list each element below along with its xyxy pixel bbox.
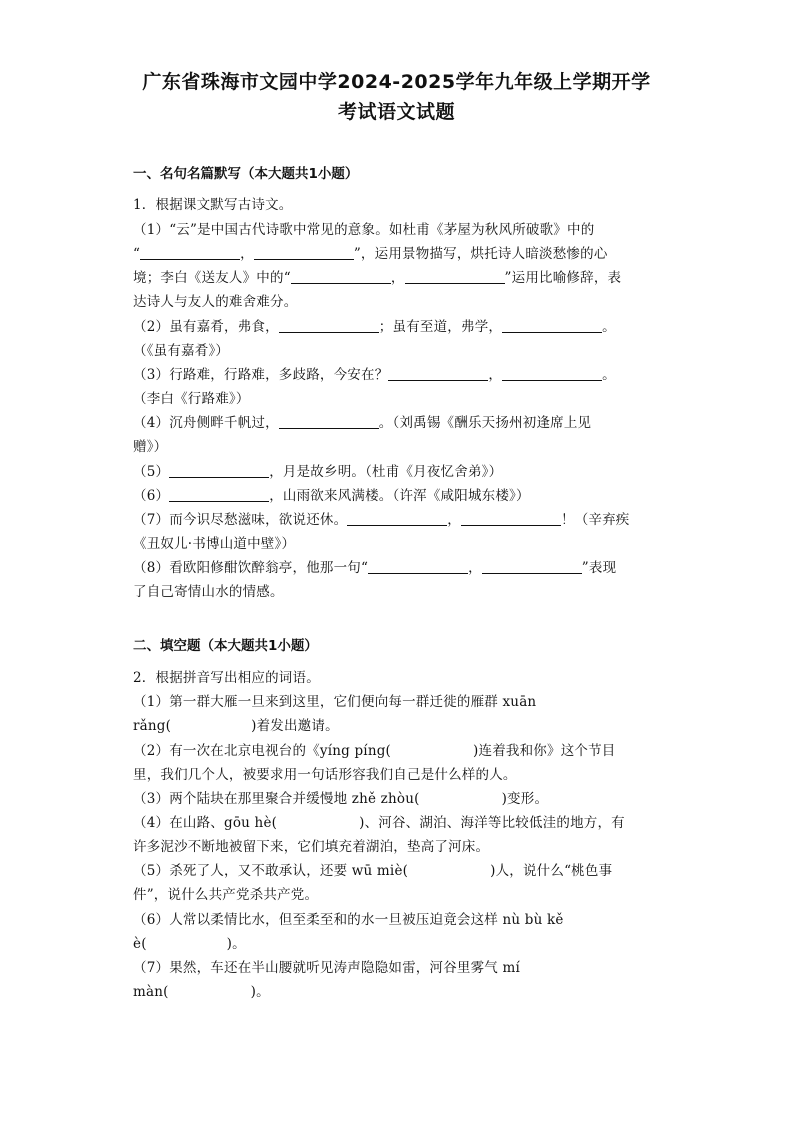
q1-p7-line xyxy=(133,508,630,528)
text: （2）有一次在北京电视台的《yíng píng( xyxy=(133,743,392,759)
comma: ， xyxy=(390,270,405,286)
text: ”运用比喻修辞，表 xyxy=(504,270,622,286)
text: （4）沉舟侧畔千帆过， xyxy=(133,415,279,431)
q2-l6 xyxy=(133,811,625,831)
q2-l3 xyxy=(133,739,616,759)
text: 。（刘禹锡《酬乐天扬州初逢席上见 xyxy=(378,415,592,431)
q2-stem: 2．根据拼音写出相应的词语。 xyxy=(133,670,320,686)
q1-p4-source: 赠》） xyxy=(133,439,168,455)
text: （5） xyxy=(133,464,170,480)
section1-heading: 一、名句名篇默写（本大题共1小题） xyxy=(133,166,359,182)
answer-blank[interactable] xyxy=(502,366,602,381)
q1-p3-line xyxy=(133,363,616,383)
section2-heading: 二、填空题（本大题共1小题） xyxy=(133,638,318,654)
q1-p1-line-d: 达诗人与友人的难舍难分。 xyxy=(133,294,298,310)
q1-p7-source: 《丑奴儿·书博山道中壁》） xyxy=(133,536,296,552)
text: （4）在山路、gōu hè( xyxy=(133,815,278,831)
exam-title-line1: 广东省珠海市文园中学2024-2025学年九年级上学期开学 xyxy=(142,71,651,93)
q2-l7: 许多泥沙不断地被留下来，它们填充着湖泊，垫高了河床。 xyxy=(133,839,490,855)
text: ”，运用景物描写，烘托诗人暗淡愁惨的心 xyxy=(353,246,608,262)
text: 。 xyxy=(602,367,616,383)
q1-p2-source: （《虽有嘉肴》） xyxy=(133,343,230,359)
q2-l9: 件”，说什么共产党杀共产党。 xyxy=(133,887,319,903)
answer-blank[interactable] xyxy=(140,245,240,260)
text: ，月是故乡明。（杜甫《月夜忆舍弟》） xyxy=(269,464,503,480)
answer-blank[interactable] xyxy=(279,318,379,333)
text: （7）而今识尽愁滋味，欲说还休。 xyxy=(133,512,348,528)
comma: ， xyxy=(468,560,482,576)
q2-l2 xyxy=(133,714,339,734)
text: )人，说什么“桃色事 xyxy=(490,863,613,879)
text: è( xyxy=(133,936,147,952)
answer-blank[interactable] xyxy=(502,318,602,333)
text: （8）看欧阳修酣饮醉翁亭，他那一句“ xyxy=(133,560,369,576)
text: ，山雨欲来风满楼。（许浑《咸阳城东楼》） xyxy=(269,488,530,504)
q2-l4: 里，我们几个人，被要求用一句话形容我们自己是什么样的人。 xyxy=(133,767,517,783)
text: （3）行路难，行路难，多歧路，今安在？ xyxy=(133,367,389,383)
exam-title-line2: 考试语文试题 xyxy=(337,101,455,123)
answer-blank[interactable] xyxy=(388,366,488,381)
text: 。 xyxy=(602,319,616,335)
comma: ， xyxy=(447,512,461,528)
text: ！（辛弃疾 xyxy=(561,512,630,528)
answer-blank[interactable] xyxy=(347,511,447,526)
q1-p1-line-a: （1）“云”是中国古代诗歌中常见的意象。如杜甫《茅屋为秋风所破歌》中的 xyxy=(133,222,595,238)
q1-p8-end: 了自己寄情山水的情感。 xyxy=(133,584,284,600)
answer-blank[interactable] xyxy=(291,269,391,284)
answer-blank[interactable] xyxy=(279,414,379,429)
text: )。 xyxy=(250,984,270,1000)
comma: ， xyxy=(240,246,254,262)
q2-l12: （7）果然，车还在半山腰就听见涛声隐隐如雷，河谷里雾气 mí xyxy=(133,960,520,976)
q1-p4-line xyxy=(133,411,591,431)
q2-l13 xyxy=(133,980,270,1000)
q1-p1-line-c xyxy=(133,266,621,286)
text: 境；李白《送友人》中的“ xyxy=(133,270,291,286)
answer-blank[interactable] xyxy=(461,511,561,526)
text: ；虽有至道，弗学， xyxy=(378,319,503,335)
q2-l5 xyxy=(133,787,548,807)
text: )着发出邀请。 xyxy=(251,718,339,734)
answer-blank[interactable] xyxy=(254,245,354,260)
q1-p3-source: （李白《行路难》） xyxy=(133,391,250,407)
comma: ， xyxy=(488,367,503,383)
text: )变形。 xyxy=(501,791,549,807)
text: （3）两个陆块在那里聚合并缓慢地 zhě zhòu( xyxy=(133,791,420,807)
answer-blank[interactable] xyxy=(169,487,269,502)
text: )连着我和你》这个节目 xyxy=(473,743,616,759)
text: （5）杀死了人，又不敢承认，还要 wū miè( xyxy=(133,863,409,879)
text: )、河谷、湖泊、海洋等比较低洼的地方，有 xyxy=(359,815,625,831)
q2-l8 xyxy=(133,859,612,879)
text: ”表现 xyxy=(581,560,617,576)
q1-p8-line xyxy=(133,556,616,576)
q1-p5-line xyxy=(133,460,502,480)
q1-stem: 1．根据课文默写古诗文。 xyxy=(133,197,293,213)
answer-blank[interactable] xyxy=(169,463,269,478)
q2-l10: （6）人常以柔情比水，但至柔至和的水一旦被压迫竟会这样 nù bù kě xyxy=(133,912,564,928)
text: )。 xyxy=(226,936,246,952)
text: （6） xyxy=(133,488,170,504)
q1-p2-line xyxy=(133,315,616,335)
text: （2）虽有嘉肴，弗食， xyxy=(133,319,279,335)
q1-p6-line xyxy=(133,484,530,504)
q1-p1-line-b xyxy=(133,242,608,262)
answer-blank[interactable] xyxy=(368,559,468,574)
open-quote: “ xyxy=(133,246,141,262)
answer-blank[interactable] xyxy=(405,269,505,284)
answer-blank[interactable] xyxy=(482,559,582,574)
text: rǎng( xyxy=(133,718,172,734)
q2-l1: （1）第一群大雁一旦来到这里，它们便向每一群迁徙的雁群 xuān xyxy=(133,694,537,710)
q2-l11 xyxy=(133,932,246,952)
text: màn( xyxy=(133,984,169,1000)
